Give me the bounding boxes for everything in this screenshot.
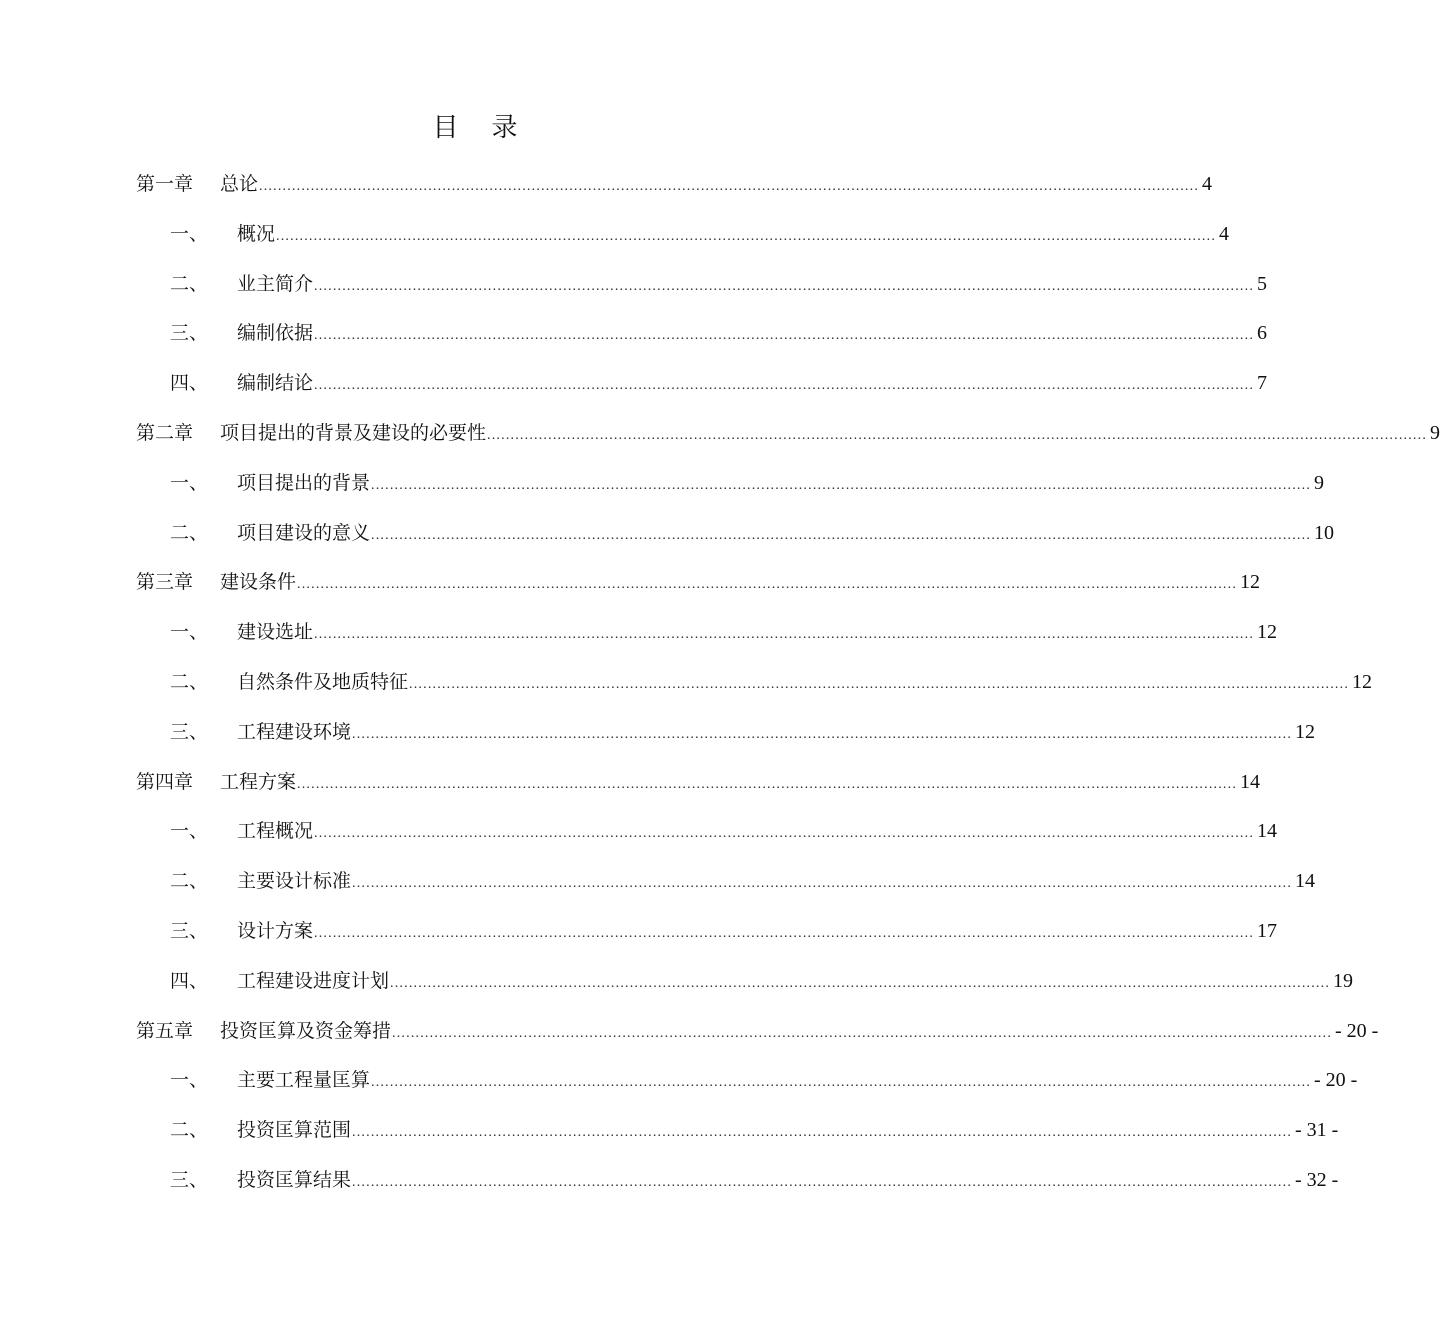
toc-page-number: 14 (1295, 870, 1316, 893)
toc-dot-leader: ........................................................................................................................................................................................................ (297, 577, 1238, 593)
toc-dot-leader: ........................................................................................................................................................................................................ (371, 527, 1312, 543)
toc-dot-leader: ........................................................................................................................................................................................................ (314, 278, 1255, 294)
toc-entry-text: 工程概况 (237, 820, 314, 843)
toc-section-entry[interactable] (136, 863, 1316, 913)
toc-page-number: 12 (1352, 670, 1373, 693)
toc-entry-number: 第一章 (136, 173, 194, 195)
toc-entry-number: 四、 (170, 372, 209, 395)
toc-dot-leader: ........................................................................................................................................................................................................ (390, 975, 1331, 991)
toc-entry-text: 主要设计标准 (237, 870, 352, 893)
toc-entry-text: 编制依据 (237, 322, 314, 345)
toc-section-entry[interactable] (136, 266, 1268, 316)
toc-entry-text: 项目建设的意义 (237, 521, 371, 544)
toc-entry-text: 主要工程量匡算 (237, 1069, 371, 1092)
toc-section-entry[interactable] (136, 664, 1373, 714)
toc-page-number: 12 (1295, 720, 1316, 743)
toc-entry-text: 工程建设环境 (237, 720, 352, 743)
toc-entry-number: 第五章 (136, 1019, 194, 1042)
toc-entry-number: 一、 (170, 621, 209, 644)
toc-page-number: - 31 - (1295, 1119, 1339, 1142)
toc-page-number: 9 (1314, 471, 1325, 494)
toc-entry-text: 项目提出的背景及建设的必要性 (220, 421, 487, 444)
toc-entry-number: 三、 (170, 322, 209, 345)
toc-section-entry[interactable] (136, 315, 1268, 365)
toc-dot-leader: ........................................................................................................................................................................................................ (259, 179, 1200, 194)
toc-entry-number: 二、 (170, 870, 209, 893)
toc-page-number: - 20 - (1314, 1069, 1358, 1092)
toc-dot-leader: ........................................................................................................................................................................................................ (314, 627, 1255, 643)
toc-section-entry[interactable] (136, 465, 1325, 515)
toc-page-number: 4 (1202, 173, 1213, 195)
toc-section-entry[interactable] (136, 1062, 1358, 1112)
toc-entry-text: 自然条件及地质特征 (237, 670, 409, 693)
toc-section-entry[interactable] (136, 614, 1278, 664)
toc-entry-text: 建设条件 (220, 571, 297, 594)
toc-page-number: 17 (1257, 919, 1278, 942)
toc-section-entry[interactable] (136, 515, 1335, 565)
toc-title: 目 录 (432, 113, 518, 143)
toc-page-number: 9 (1430, 421, 1440, 444)
toc-entry-number: 第三章 (136, 571, 194, 594)
toc-dot-leader: ........................................................................................................................................................................................................ (314, 925, 1255, 941)
toc-section-entry[interactable] (136, 1162, 1339, 1212)
toc-entry-number: 第二章 (136, 421, 194, 444)
toc-page-number: 7 (1257, 372, 1268, 395)
toc-entry-number: 二、 (170, 521, 209, 544)
toc-dot-leader: ........................................................................................................................................................................................................ (314, 328, 1255, 344)
toc-entry-text: 总论 (220, 173, 259, 195)
toc-section-entry[interactable] (136, 216, 1230, 266)
toc-section-entry[interactable] (136, 813, 1278, 863)
toc-list (136, 166, 1440, 1212)
toc-page-number: 12 (1257, 621, 1278, 644)
toc-entry-number: 二、 (170, 1119, 209, 1142)
toc-page-number: 6 (1257, 322, 1268, 345)
toc-entry-number: 第四章 (136, 770, 194, 793)
toc-dot-leader: ........................................................................................................................................................................................................ (297, 776, 1238, 792)
toc-entry-text: 编制结论 (237, 372, 314, 395)
toc-chapter-entry[interactable] (136, 415, 1440, 465)
toc-entry-number: 一、 (170, 222, 209, 245)
toc-dot-leader: ........................................................................................................................................................................................................ (371, 477, 1312, 493)
toc-entry-number: 四、 (170, 969, 209, 992)
toc-entry-text: 投资匡算结果 (237, 1168, 352, 1191)
toc-entry-number: 三、 (170, 919, 209, 942)
toc-entry-text: 概况 (237, 222, 276, 245)
toc-section-entry[interactable] (136, 913, 1278, 963)
toc-page-number: 12 (1240, 571, 1261, 594)
toc-dot-leader: ........................................................................................................................................................................................................ (314, 826, 1255, 842)
toc-section-entry[interactable] (136, 714, 1316, 764)
toc-page-number: 14 (1257, 820, 1278, 843)
toc-page-number: 14 (1240, 770, 1261, 793)
toc-entry-text: 设计方案 (237, 919, 314, 942)
toc-page-number: 4 (1219, 222, 1230, 245)
toc-chapter-entry[interactable] (136, 166, 1213, 216)
toc-dot-leader: ........................................................................................................................................................................................................ (352, 1174, 1293, 1190)
toc-chapter-entry[interactable] (136, 1013, 1379, 1063)
toc-dot-leader: ........................................................................................................................................................................................................ (352, 1125, 1293, 1141)
toc-chapter-entry[interactable] (136, 764, 1261, 814)
toc-entry-text: 项目提出的背景 (237, 471, 371, 494)
toc-entry-text: 建设选址 (237, 621, 314, 644)
toc-entry-text: 业主简介 (237, 272, 314, 295)
toc-page-number: 19 (1333, 969, 1354, 992)
toc-dot-leader: ........................................................................................................................................................................................................ (352, 876, 1293, 892)
toc-entry-number: 二、 (170, 670, 209, 693)
toc-dot-leader: ........................................................................................................................................................................................................ (409, 676, 1350, 692)
toc-entry-text: 工程方案 (220, 770, 297, 793)
toc-dot-leader: ........................................................................................................................................................................................................ (314, 378, 1255, 394)
toc-dot-leader: ........................................................................................................................................................................................................ (371, 1075, 1312, 1091)
toc-dot-leader: ........................................................................................................................................................................................................ (392, 1025, 1333, 1041)
toc-entry-number: 二、 (170, 272, 209, 295)
toc-page-number: - 32 - (1295, 1168, 1339, 1191)
toc-entry-number: 三、 (170, 720, 209, 743)
toc-entry-text: 工程建设进度计划 (237, 969, 390, 992)
toc-dot-leader: ........................................................................................................................................................................................................ (487, 427, 1428, 443)
toc-entry-text: 投资匡算范围 (237, 1119, 352, 1142)
toc-page-number: 5 (1257, 272, 1268, 295)
toc-page-number: - 20 - (1335, 1019, 1379, 1042)
toc-page-number: 10 (1314, 521, 1335, 544)
toc-section-entry[interactable] (136, 963, 1354, 1013)
toc-dot-leader: ........................................................................................................................................................................................................ (276, 228, 1217, 244)
toc-section-entry[interactable] (136, 1112, 1339, 1162)
toc-chapter-entry[interactable] (136, 564, 1261, 614)
toc-section-entry[interactable] (136, 365, 1268, 415)
toc-entry-number: 一、 (170, 1069, 209, 1092)
toc-entry-text: 投资匡算及资金筹措 (220, 1019, 392, 1042)
toc-entry-number: 一、 (170, 820, 209, 843)
toc-entry-number: 三、 (170, 1168, 209, 1191)
toc-dot-leader: ........................................................................................................................................................................................................ (352, 726, 1293, 742)
toc-entry-number: 一、 (170, 471, 209, 494)
